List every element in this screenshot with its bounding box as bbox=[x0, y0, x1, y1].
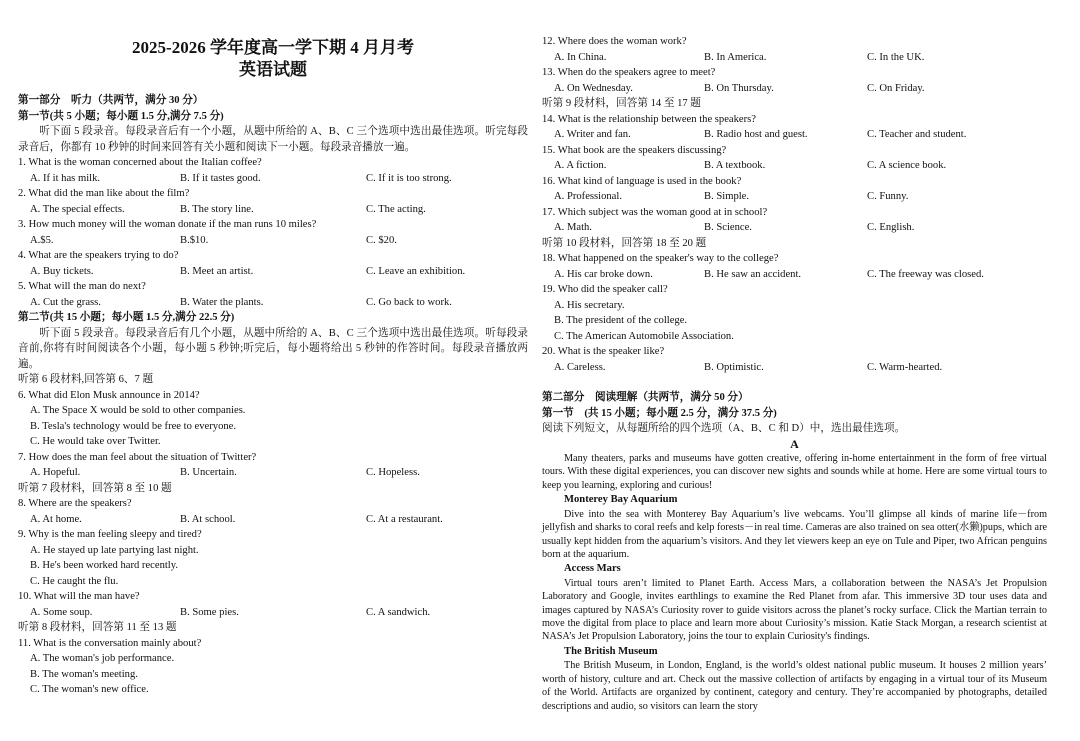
material-note-8: 听第 8 段材料，回答第 11 至 13 题 bbox=[18, 622, 177, 633]
question-3 bbox=[18, 217, 528, 248]
option-b: B. Some pies. bbox=[180, 606, 239, 618]
option-b: B. Water the plants. bbox=[180, 296, 264, 308]
option-a: A. Some soup. bbox=[30, 606, 93, 618]
question-text: 1. What is the woman concerned about the Italian coffee? bbox=[18, 157, 262, 168]
question-17 bbox=[542, 205, 1047, 236]
question-15 bbox=[542, 143, 1047, 174]
option-a: A. Cut the grass. bbox=[30, 296, 101, 308]
question-text: 16. What kind of language is used in the book? bbox=[542, 175, 742, 187]
section2-heading: 第二节(共 15 小题；每小题 1.5 分,满分 22.5 分) bbox=[18, 312, 235, 323]
question-text: 13. When do the speakers agree to meet? bbox=[542, 67, 716, 78]
passage-label: A bbox=[790, 436, 799, 451]
option-a: A. Math. bbox=[554, 222, 592, 233]
question-19 bbox=[542, 282, 1047, 344]
passage-paragraph-3: The British Museum, in London, England, is the world’s oldest national public museum. It houses 2 million years’ worth of history, culture and art. Check out the massive collection of artifacts by engaging in a virtual tour of its Museum of the World. Artifacts are organized by continent, category and century. They’re accompanied by photographs, detailed descriptions and audio, so visitors can learn the story bbox=[542, 660, 1047, 712]
option-a: A. Hopeful. bbox=[30, 467, 81, 478]
option-b: B. Radio host and guest. bbox=[704, 129, 808, 140]
question-12 bbox=[542, 34, 1047, 65]
question-5 bbox=[18, 279, 528, 310]
option-a: A. A fiction. bbox=[554, 160, 607, 171]
question-text: 8. Where are the speakers? bbox=[18, 498, 132, 509]
option-a: A. In China. bbox=[554, 51, 607, 63]
question-6 bbox=[18, 388, 528, 450]
option-a: A.$5. bbox=[30, 234, 54, 246]
option-a: A. If it has milk. bbox=[30, 172, 101, 184]
question-text: 3. How much money will the woman donate if the man runs 10 miles? bbox=[18, 219, 317, 230]
question-9 bbox=[18, 527, 528, 589]
option-b: B. The president of the college. bbox=[554, 315, 688, 326]
option-c: C. On Friday. bbox=[867, 82, 925, 94]
question-20 bbox=[542, 344, 1047, 375]
section1-instructions: 听下面 5 段录音。每段录音后有一个小题，从题中所给的 A、B、C 三个选项中选出最佳选项。听完每段录音后，你都有 10 秒钟的时间来回答有关小题和阅读下一小题。每段录音播放一遍。 bbox=[18, 126, 528, 153]
option-b: B. In America. bbox=[704, 51, 767, 63]
option-b: B. If it tastes good. bbox=[180, 172, 261, 184]
question-1 bbox=[18, 155, 528, 186]
material-note-10: 听第 10 段材料，回答第 18 至 20 题 bbox=[542, 237, 707, 249]
question-7 bbox=[18, 450, 528, 481]
exam-title bbox=[18, 0, 528, 93]
question-text: 17. Which subject was the woman good at in school? bbox=[542, 206, 768, 218]
option-c: C. A sandwich. bbox=[366, 606, 431, 618]
option-a: A. Careless. bbox=[554, 361, 606, 373]
passage-subtitle-3: The British Museum bbox=[564, 645, 658, 657]
question-8 bbox=[18, 496, 528, 527]
question-4 bbox=[18, 248, 528, 279]
option-b: B. Optimistic. bbox=[704, 361, 764, 373]
option-b: B. Meet an artist. bbox=[180, 265, 254, 277]
option-a: A. His secretary. bbox=[554, 299, 625, 311]
question-text: 2. What did the man like about the film? bbox=[18, 188, 190, 199]
option-c: C. Leave an exhibition. bbox=[366, 265, 466, 277]
option-a: A. Writer and fan. bbox=[554, 129, 631, 140]
option-b: B. Tesla's technology would be free to everyone. bbox=[30, 420, 237, 432]
question-text: 5. What will the man do next? bbox=[18, 281, 146, 292]
question-2 bbox=[18, 186, 528, 217]
passage-subtitle-2: Access Mars bbox=[564, 563, 621, 575]
option-c: C. In the UK. bbox=[867, 51, 925, 63]
question-text: 18. What happened on the speaker's way to the college? bbox=[542, 253, 779, 264]
passage-intro: Many theaters, parks and museums have gotten creative, offering in-home entertainment in the form of free virtual tours. With these digital experiences, you can discover new sights and sounds while at home. Here are some virtual tours to keep you learning, exploring and curious! bbox=[542, 453, 1047, 491]
option-a: A. The Space X would be sold to other companies. bbox=[30, 405, 246, 416]
part2-instructions: 阅读下列短文，从每题所给的四个选项（A、B、C 和 D）中，选出最佳选项。 bbox=[542, 423, 906, 434]
question-14 bbox=[542, 112, 1047, 143]
question-10 bbox=[18, 589, 528, 620]
option-c: C. He caught the flu. bbox=[30, 575, 119, 587]
material-note-7: 听第 7 段材料，回答第 8 至 10 题 bbox=[18, 482, 172, 494]
question-text: 12. Where does the woman work? bbox=[542, 36, 687, 47]
question-text: 14. What is the relationship between the speakers? bbox=[542, 113, 756, 125]
left-column bbox=[18, 0, 528, 698]
part2-section1-heading: 第一节 (共 15 小题；每小题 2.5 分，满分 37.5 分) bbox=[542, 407, 777, 419]
question-text: 10. What will the man have? bbox=[18, 591, 140, 602]
option-b: B. Simple. bbox=[704, 191, 750, 202]
option-c: C. Teacher and student. bbox=[867, 129, 967, 140]
question-text: 7. How does the man feel about the situation of Twitter? bbox=[18, 451, 257, 463]
option-b: B. Uncertain. bbox=[180, 467, 237, 478]
question-11 bbox=[18, 636, 528, 698]
question-text: 6. What did Elon Musk announce in 2014? bbox=[18, 389, 200, 401]
right-column bbox=[542, 34, 1047, 713]
question-text: 4. What are the speakers trying to do? bbox=[18, 250, 179, 261]
question-18 bbox=[542, 251, 1047, 282]
title-line-2: 英语试题 bbox=[239, 60, 307, 79]
question-13 bbox=[542, 65, 1047, 96]
option-c: C. The acting. bbox=[366, 203, 426, 215]
section1-heading: 第一节(共 5 小题；每小题 1.5 分,满分 7.5 分) bbox=[18, 110, 224, 122]
option-a: A. The woman's job performance. bbox=[30, 653, 175, 664]
option-c: C. The freeway was closed. bbox=[867, 268, 984, 280]
option-b: B. A textbook. bbox=[704, 160, 766, 171]
option-c: C. If it is too strong. bbox=[366, 172, 452, 184]
option-a: A. He stayed up late partying last night. bbox=[30, 544, 199, 556]
option-b: B. At school. bbox=[180, 513, 236, 525]
passage-subtitle-1: Monterey Bay Aquarium bbox=[564, 494, 678, 506]
option-a: A. At home. bbox=[30, 513, 82, 525]
option-c: C. Warm-hearted. bbox=[867, 361, 943, 373]
spacer bbox=[542, 375, 1047, 390]
option-c: C. Go back to work. bbox=[366, 296, 452, 308]
question-text: 11. What is the conversation mainly about? bbox=[18, 637, 202, 649]
option-b: B. The story line. bbox=[180, 203, 254, 215]
option-c: C. The woman's new office. bbox=[30, 684, 149, 695]
section2-instructions: 听下面 5 段录音。每段录音后有几个小题，从题中所给的 A、B、C 三个选项中选出最佳选项。听每段录音前,你将有时间阅读各个小题，每小题 5 秒钟;听完后，每小题将给出 5 秒钟的作答时间。每段录音播放两遍。 bbox=[18, 327, 528, 370]
option-b: B. The woman's meeting. bbox=[30, 668, 138, 680]
option-b: B. He's been worked hard recently. bbox=[30, 560, 179, 571]
option-a: A. The special effects. bbox=[30, 203, 125, 215]
option-c: C. $20. bbox=[366, 234, 397, 246]
question-text: 20. What is the speaker like? bbox=[542, 346, 665, 357]
option-a: A. Professional. bbox=[554, 191, 622, 202]
option-a: A. On Wednesday. bbox=[554, 82, 633, 94]
option-b: B. He saw an accident. bbox=[704, 268, 802, 280]
option-b: B. Science. bbox=[704, 222, 752, 233]
passage-paragraph-1: Dive into the sea with Monterey Bay Aquarium’s live webcams. You’ll glimpse all kinds of marine life－from jellyfish and sharks to coral reefs and kelp forests－in real time. Cameras are also trained on sea otter(水獭)pups, which are usually kept hidden from the aquarium’s visitors. And they let viewers keep an eye on Tule and Piper, two African penguins born at the aquarium. bbox=[542, 508, 1047, 560]
question-text: 9. Why is the man feeling sleepy and tired? bbox=[18, 529, 202, 540]
part1-heading: 第一部分 听力（共两节，满分 30 分） bbox=[18, 95, 204, 106]
option-b: B. On Thursday. bbox=[704, 82, 774, 94]
option-c: C. He would take over Twitter. bbox=[30, 436, 161, 447]
option-c: C. At a restaurant. bbox=[366, 513, 443, 525]
passage-paragraph-2: Virtual tours aren’t limited to Planet Earth. Access Mars, a collaboration between the NASA’s Jet Propulsion Laboratory and Google, invites earthlings to examine the Red Planet from afar. This immersive 3D tour uses data and images captured by NASA’s Curiosity rover to guide visitors across the planet’s rocky surface. Click the Martian terrain to move the digital from place to place and learn more about Curiosity’s mission. Katie Stack Morgan, a research scientist at NASA’s Jet Propulsion Laboratory, joins the tour to explain Curiosity's findings. bbox=[542, 577, 1047, 643]
option-c: C. The American Automobile Association. bbox=[554, 330, 734, 342]
part2-heading: 第二部分 阅读理解（共两节，满分 50 分） bbox=[542, 392, 749, 403]
option-c: C. Hopeless. bbox=[366, 467, 420, 478]
material-note-9: 听第 9 段材料，回答第 14 至 17 题 bbox=[542, 98, 701, 109]
option-c: C. English. bbox=[867, 222, 915, 233]
title-line-1: 2025-2026 学年度高一学下期 4 月月考 bbox=[132, 38, 414, 57]
option-c: C. A science book. bbox=[867, 160, 947, 171]
question-text: 15. What book are the speakers discussing? bbox=[542, 144, 727, 156]
material-note-6: 听第 6 段材料,回答第 6、7 题 bbox=[18, 374, 154, 385]
option-c: C. Funny. bbox=[867, 191, 909, 202]
question-16 bbox=[542, 174, 1047, 205]
option-a: A. Buy tickets. bbox=[30, 265, 94, 277]
question-text: 19. Who did the speaker call? bbox=[542, 284, 668, 295]
option-b: B.$10. bbox=[180, 234, 209, 246]
option-a: A. His car broke down. bbox=[554, 268, 653, 280]
